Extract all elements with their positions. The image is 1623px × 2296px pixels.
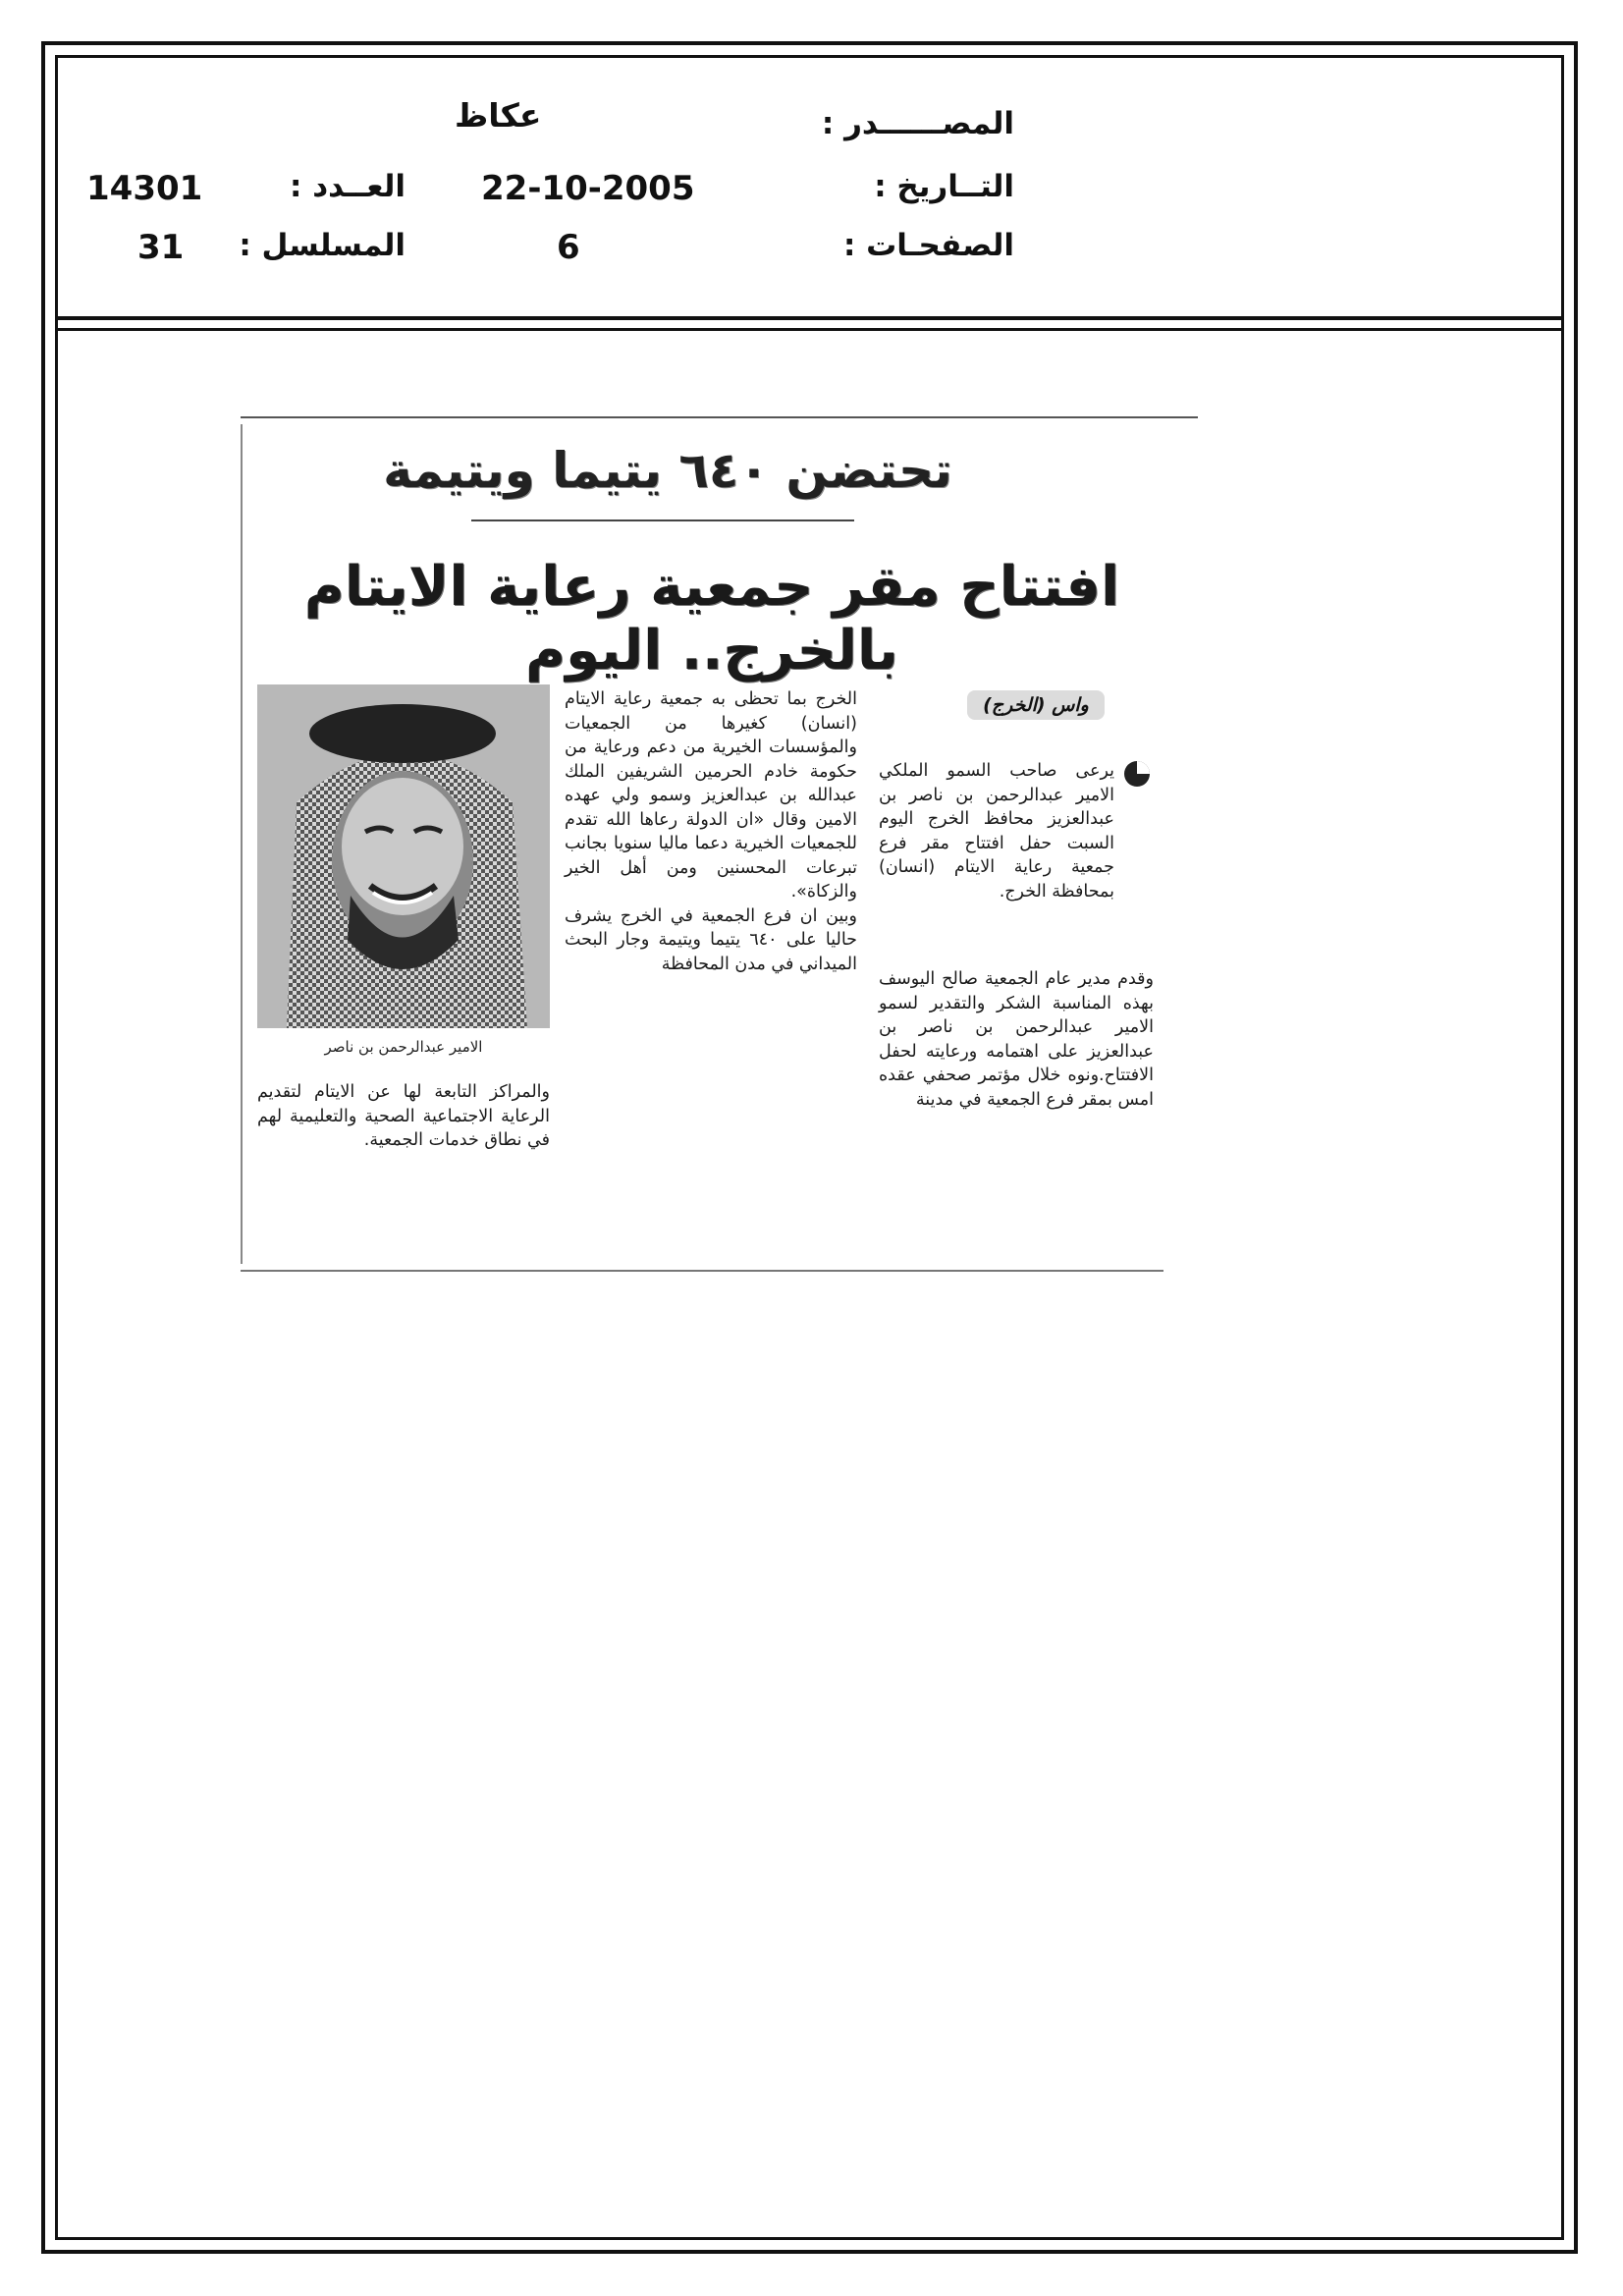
serial-label: المسلسل : — [239, 228, 406, 263]
photo-caption: الامير عبدالرحمن بن ناصر — [324, 1038, 483, 1056]
column-middle-paragraph-1: الخرج بما تحظى به جمعية رعاية الايتام (انسان) كغيرها من الجمعيات والمؤسسات الخيرية من دعم ورعاية من حكومة خادم الحرمين الشريفين الملك عبدالله بن عبدالعزيز وسمو ولي عهده الامين وقال «ان الدولة رعاها الله تقدم للجمعيات الخيرية دعما ماليا سنويا بجانب تبرعات المحسنين ومن أهل الخير والزكاة». — [565, 689, 857, 902]
column-right-paragraph-1: يرعى صاحب السمو الملكي الامير عبدالرحمن بن ناصر بن عبدالعزيز محافظ الخرج اليوم السبت حفل افتتاح مقر فرع جمعية رعاية الايتام (انسان) بمحافظة الخرج. — [879, 761, 1114, 902]
date-label: التــاريخ : — [874, 169, 1014, 204]
column-left-paragraph-1: والمراكز التابعة لها عن الايتام لتقديم الرعاية الاجتماعية الصحية والتعليمية لهم في نطاق خدمات الجمعية. — [257, 1082, 550, 1150]
article-kicker: تحتضن ٦٤٠ يتيما ويتيمة — [383, 442, 952, 499]
paragraph-bullet-icon — [1122, 759, 1152, 789]
pages-value: 6 — [557, 228, 580, 267]
kicker-rule — [471, 519, 854, 521]
issue-value: 14301 — [86, 169, 203, 208]
serial-value: 31 — [137, 228, 185, 267]
header-separator — [55, 316, 1564, 320]
column-middle-paragraph-2: وبين ان فرع الجمعية في الخرج يشرف حاليا على ٦٤٠ يتيما ويتيمة وجار البحث الميداني في مدن المحافظة — [565, 905, 857, 974]
clipping-top-edge — [241, 416, 1198, 418]
article-column-right — [879, 759, 1114, 903]
date-value: 22-10-2005 — [481, 169, 695, 208]
portrait-image — [257, 684, 550, 1028]
article-dateline: واس (الخرج) — [967, 690, 1105, 720]
article-column-right-continued — [879, 967, 1154, 1112]
article-column-middle — [565, 687, 857, 976]
article-photo — [257, 684, 550, 1028]
issue-label: العــدد : — [290, 169, 406, 204]
pages-label: الصفحـات : — [842, 228, 1014, 263]
source-value: عكاظ — [455, 96, 542, 135]
article-column-left — [257, 1080, 550, 1153]
header-separator-double — [55, 328, 1564, 331]
column-right-paragraph-2: وقدم مدير عام الجمعية صالح اليوسف بهذه المناسبة الشكر والتقدير لسمو الامير عبدالرحمن بن ناصر بن عبدالعزيز على اهتمامه ورعايته لحفل الافتتاح.ونوه خلال مؤتمر صحفي عقده امس بمقر فرع الجمعية في مدينة — [879, 969, 1154, 1110]
source-label: المصــــــدر : — [821, 106, 1014, 141]
article-headline: افتتاح مقر جمعية رعاية الايتام بالخرج.. اليوم — [303, 555, 1120, 683]
clipping-left-edge — [241, 424, 243, 1264]
clipping-bottom-edge — [241, 1270, 1163, 1272]
